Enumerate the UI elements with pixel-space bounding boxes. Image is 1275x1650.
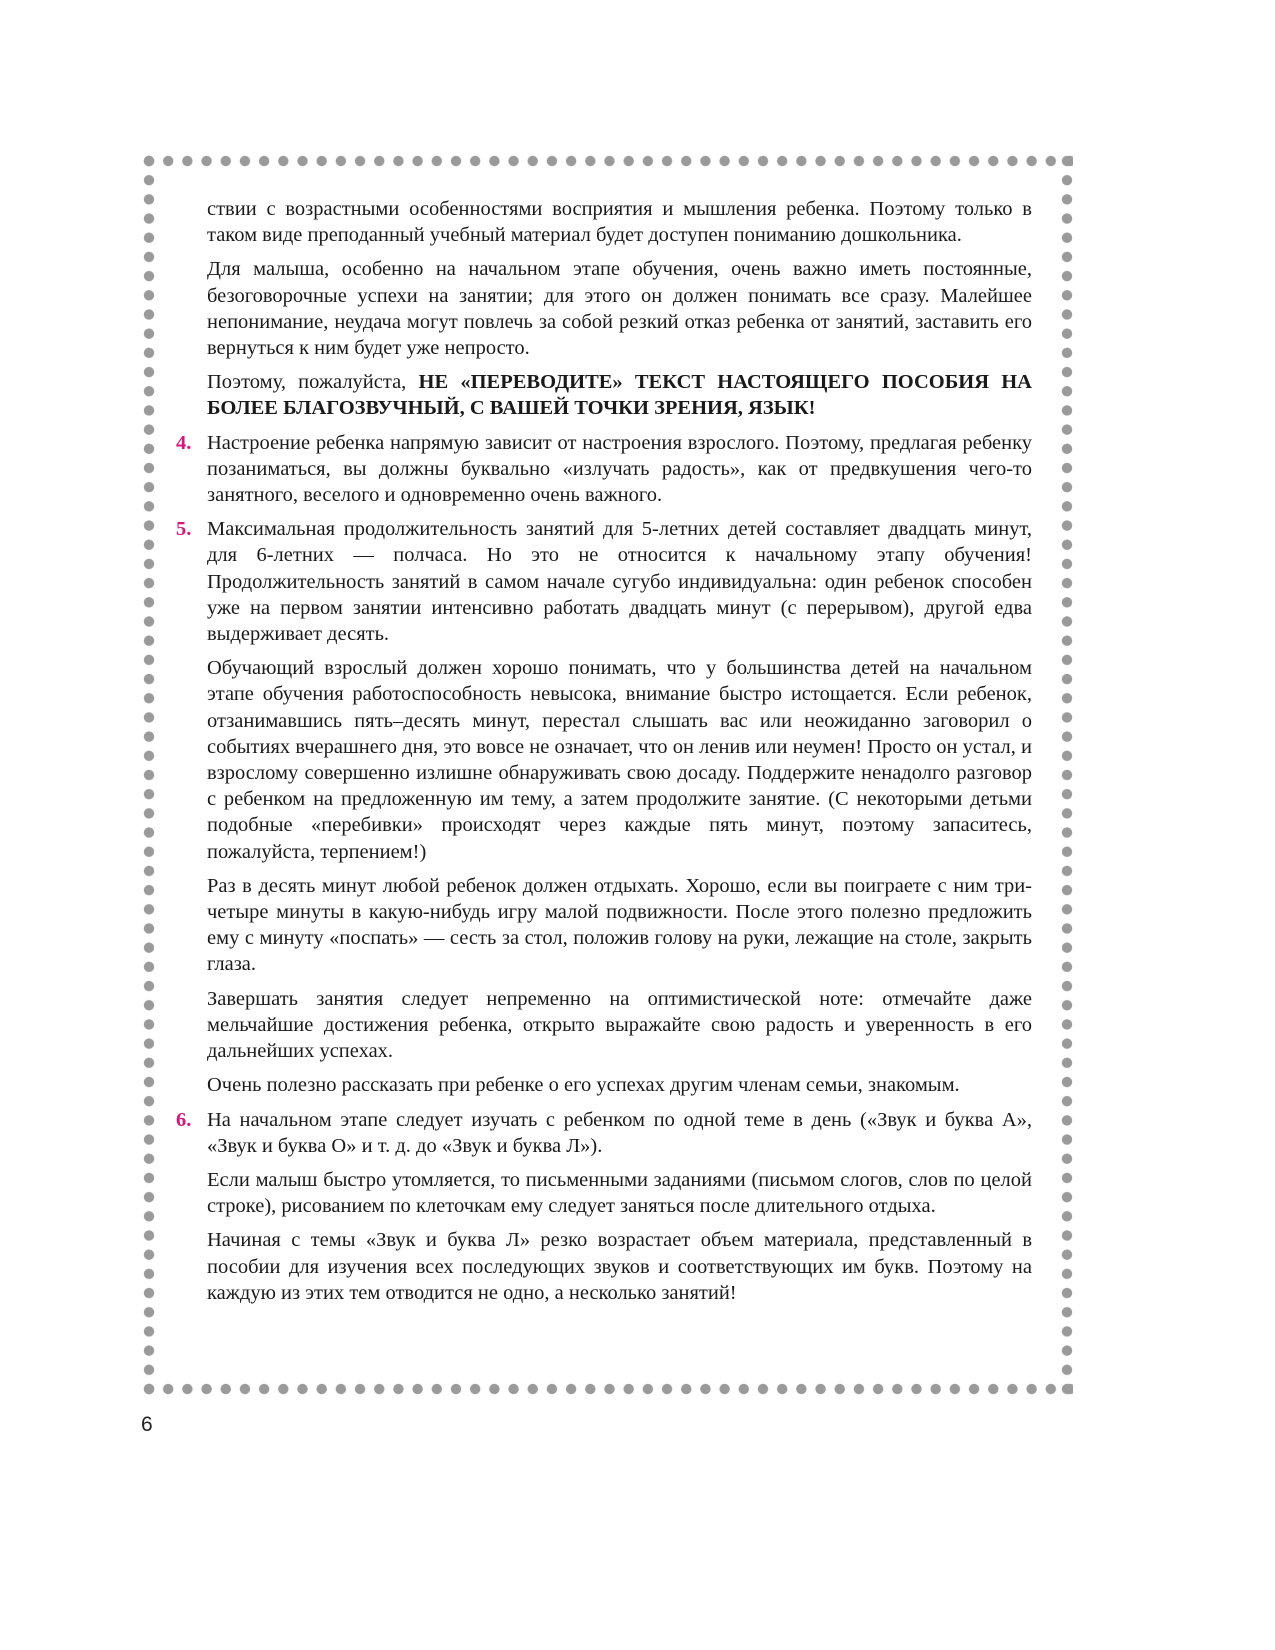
dotted-border-top [143, 155, 1073, 167]
page-number: 6 [141, 1413, 153, 1436]
dotted-border-bottom [143, 1383, 1073, 1395]
paragraph: Для малыша, особенно на начальном этапе обучения, очень важно иметь постоянные, безоговорочные успехи на занятии; для этого он должен понимать все сразу. Малейшее непонимание, неудача могут повлечь за собой резкий отказ ребенка от занятий, заставить его вернуться к ним будет уже непросто. [207, 258, 1032, 360]
warning-bold: НЕ «ПЕРЕВОДИТЕ» ТЕКСТ НАСТОЯЩЕГО ПОСОБИЯ НА БОЛЕЕ БЛАГОЗВУЧНЫЙ, С ВАШЕЙ ТОЧКИ ЗРЕНИЯ, ЯЗЫК! [207, 371, 1032, 420]
list-item-6 [176, 1107, 1032, 1159]
paragraph: Обучающий взрослый должен хорошо понимать, что у большинства детей на начальном этапе обучения работоспособность невысока, внимание быстро истощается. Если ребенок, отзанимавшись пять–десять минут, перестал слышать вас или неожиданно заговорил о событиях вчерашнего дня, это вовсе не означает, что он ленив или неумен! Просто он устал, и взрослому совершенно излишне обнаруживать свою досаду. Поддержите ненадолго разговор с ребенком на предложенную им тему, а затем продолжите занятие. (С некоторыми детьми подобные «перебивки» происходят через каждые пять минут, поэтому запаситесь, пожалуйста, терпением!) [207, 657, 1032, 863]
paragraph: Если малыш быстро утомляется, то письменными заданиями (письмом слогов, слов по целой строке), рисованием по клеточкам ему следует заняться после длительного отдыха. [207, 1168, 1032, 1218]
paragraph: Начиная с темы «Звук и буква Л» резко возрастает объем материала, представленный в пособии для изучения всех последующих звуков и соответствующих им букв. Поэтому на каждую из этих тем отводится не одно, а несколько занятий! [207, 1229, 1032, 1304]
warning-lead: Поэтому, пожалуйста, [207, 371, 419, 394]
item-text: Настроение ребенка напрямую зависит от настроения взрослого. Поэтому, предлагая ребенку позаниматься, вы должны буквально «излучать радость», как от предвкушения чего-то занятного, веселого и одновременно очень важного. [207, 431, 1032, 507]
list-item-4 [176, 430, 1032, 509]
dotted-border-right [1061, 155, 1073, 1395]
item-number: 4. [176, 431, 192, 454]
paragraph: Очень полезно рассказать при ребенке о его успехах другим членам семьи, знакомым. [207, 1074, 960, 1097]
paragraph: Раз в десять минут любой ребенок должен отдыхать. Хорошо, если вы поиграете с ним три-четыре минуты в какую-нибудь игру малой подвижности. После этого полезно предложить ему с минуту «поспать» — сесть за стол, положив голову на руки, лежащие на столе, закрыть глаза. [207, 874, 1032, 976]
paragraph-warning [207, 369, 1032, 421]
item-text: Максимальная продолжительность занятий для 5-летних детей составляет двадцать минут, для 6-летних — полчаса. Но это не относится к начальному этапу обучения! Продолжительность занятий в самом начале сугубо индивидуальна: один ребенок способен уже на первом занятии интенсивно работать двадцать минут (с перерывом), другой едва выдерживает десять. [207, 518, 1032, 646]
item-text: На начальном этапе следует изучать с ребенком по одной теме в день («Звук и буква А», «Звук и буква О» и т. д. до «Звук и буква Л»). [207, 1108, 1032, 1157]
paragraph: ствии с возрастными особенностями восприятия и мышления ребенка. Поэтому только в таком виде преподанный учебный материал будет доступен пониманию дошкольника. [207, 198, 1032, 247]
paragraph: Завершать занятия следует непременно на оптимистической ноте: отмечайте даже мельчайшие достижения ребенка, открыто выражайте свою радость и уверенность в его дальнейших успехах. [207, 987, 1032, 1063]
item-number: 5. [176, 518, 192, 541]
page-body [176, 196, 1032, 1314]
dotted-border-left [143, 155, 155, 1395]
item-number: 6. [176, 1108, 192, 1131]
list-item-5 [176, 516, 1032, 647]
